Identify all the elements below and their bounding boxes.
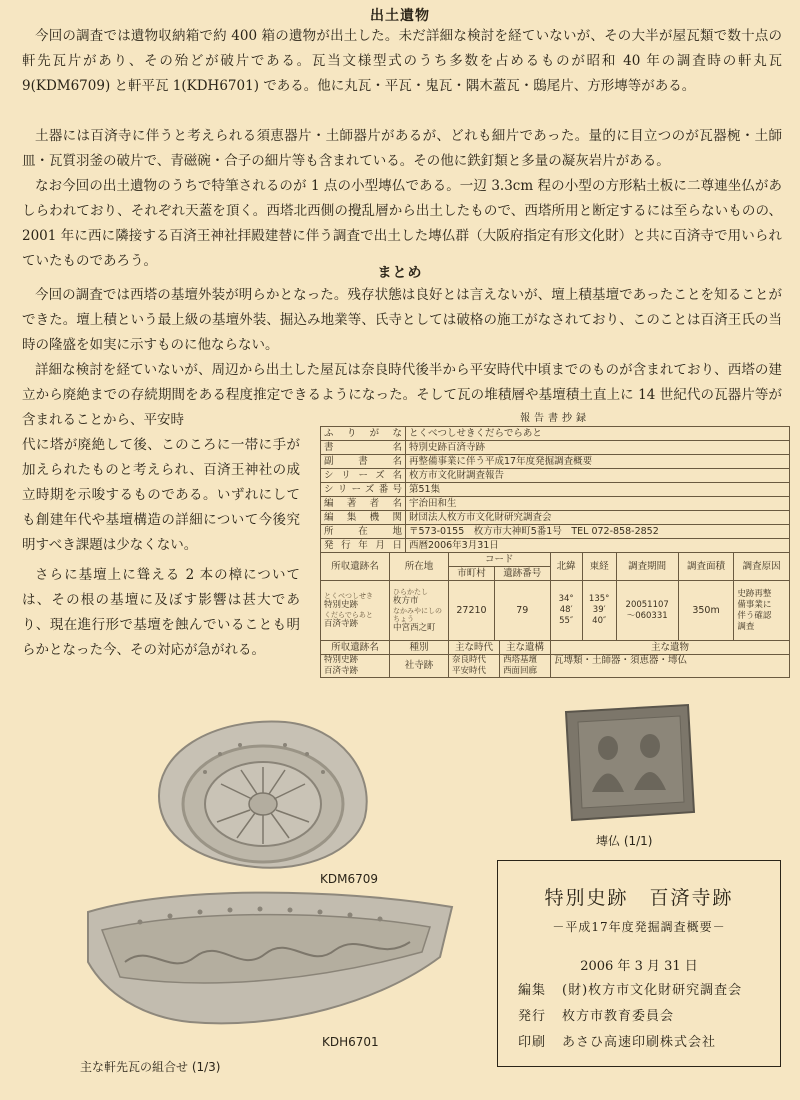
- remains-name: 特別史跡 百済寺跡: [321, 655, 390, 678]
- colophon-printer: 印刷 あさひ高速印刷株式会社: [518, 1035, 717, 1050]
- colophon-box: [497, 860, 781, 1067]
- report-row-value: 〒573-0155 枚方市大神町5番1号 TEL 072-858-2852: [406, 525, 790, 539]
- section-heading-finds: 出土遺物: [370, 8, 430, 24]
- report-row-label: 編著者名: [321, 497, 406, 511]
- report-row: [321, 483, 790, 497]
- remains-table: [320, 640, 790, 678]
- report-row: [321, 539, 790, 553]
- paragraph-finds-2: 土器には百済寺に伴うと考えられる須恵器片・土師器片があるが、どれも細片であった。量的に目立つのが瓦器椀・土師皿・瓦質羽釜の破片で、青磁碗・合子の細片等も含まれている。その他に鉄釘類と多量の凝灰岩片がある。: [22, 128, 782, 169]
- paragraph-finds-1: 今回の調査では遺物収納箱で約 400 箱の遺物が出土した。未だ詳細な検討を経ていないが、その大半が屋瓦類で数十点の軒先瓦片があり、その殆どが破片である。瓦当文様型式のうち多数を占めるものが昭和 40 年の調査時の軒丸瓦 9(KDM6709) と軒平瓦 1(KDH6701) である。他に丸瓦・平瓦・鬼瓦・隅木蓋瓦・鴟尾片、方形塼等がある。: [22, 28, 782, 94]
- paragraph-summary-2b: 代に塔が廃絶して後、このころに一帯に手が加えられたものと考えられ、百済王神社の成立時期を示唆するものである。いずれにしても創建年代や基壇構造の詳細について今後究明すべき課題は少なくない。: [22, 437, 300, 553]
- report-row-value: 財団法人枚方市文化財研究調査会: [406, 511, 790, 525]
- report-row-label: 発行年月日: [321, 539, 406, 553]
- site-head-lat: 北緯: [550, 553, 582, 581]
- report-row-value: 宇治田和生: [406, 497, 790, 511]
- site-longitude: 135° 39′ 40″: [582, 581, 616, 641]
- paragraph-finds-3: なお今回の出土遺物のうちで特筆されるのが 1 点の小型塼仏である。一辺 3.3cm 程の小型の方形粘土板に二尊連坐仏があしらわれており、それぞれ天蓋を頂く。西塔北西側の攪乱層から出土したもので、西塔所用と断定するには至らないものの、2001 年に西に隣接する百済王神社拝殿建替に伴う調査で出土した塼仏群（大阪府指定有形文化財）と共に百済寺で用いられていたものであろう。: [22, 178, 782, 269]
- report-row-label: 所在地: [321, 525, 406, 539]
- colophon-subtitle: －平成17年度発掘調査概要－: [552, 920, 726, 934]
- site-table: [320, 552, 790, 641]
- report-row: [321, 497, 790, 511]
- colophon-publisher: 発行 枚方市教育委員会: [518, 1009, 675, 1024]
- remains-head-name: 所収遺跡名: [321, 641, 390, 655]
- report-row-value: 枚方市文化財調査報告: [406, 469, 790, 483]
- site-area: 350m: [678, 581, 734, 641]
- remains-head-era: 主な時代: [449, 641, 500, 655]
- remains-features: 西塔基壇 西面回廊: [500, 655, 551, 678]
- report-row: [321, 525, 790, 539]
- report-row-value: とくべつしせきくだらでらあと: [406, 427, 790, 441]
- section-heading-summary: まとめ: [377, 265, 423, 281]
- site-latitude: 34° 48′ 55″: [550, 581, 582, 641]
- paragraph-summary-1: 今回の調査では西塔の基壇外装が明らかとなった。残存状態は良好とは言えないが、壇上積基壇であったことを知ることができた。壇上積という最上級の基壇外装、掘込み地業等、氏寺としては破格の施工がなされており、このことは百済王氏の当時の隆盛を如実に示すものに他ならない。: [22, 287, 782, 353]
- colophon-date: 2006 年 3 月 31 日: [580, 959, 698, 974]
- colophon-editor: 編集 (財)枚方市文化財研究調査会: [518, 983, 743, 998]
- flat-tile-caption: KDH6701: [322, 1035, 379, 1049]
- report-row-value: 第51集: [406, 483, 790, 497]
- report-row-value: 西暦2006年3月31日: [406, 539, 790, 553]
- report-row-value: 再整備事業に伴う平成17年度発掘調査概要: [406, 455, 790, 469]
- site-head-city: 市町村: [449, 567, 495, 581]
- site-head-name: 所収遺跡名: [321, 553, 390, 581]
- site-head-period: 調査期間: [616, 553, 678, 581]
- tile-buddha-image: [558, 700, 698, 825]
- site-period: 20051107 ～060331: [616, 581, 678, 641]
- site-reason: 史跡再整 備事業に 伴う確認 調査: [734, 581, 790, 641]
- report-row: [321, 441, 790, 455]
- site-number: 79: [494, 581, 550, 641]
- report-row-label: 書名: [321, 441, 406, 455]
- report-row-label: ふりがな: [321, 427, 406, 441]
- remains-head-finds: 主な遺物: [551, 641, 790, 655]
- remains-finds: 瓦塼類・土師器・須恵器・塼仏: [551, 655, 790, 678]
- report-table: [320, 426, 790, 553]
- paragraph-summary-2a: 詳細な検討を経ていないが、周辺から出土した屋瓦は奈良時代後半から平安時代中頃までのものが含まれており、西塔の建立から廃絶までの存続期間をある程度推定できるようになった。そして瓦の堆積層や基壇積土直上に 14 世紀代の瓦器片等が含まれることから、平安時: [22, 362, 782, 428]
- site-name-cell: とくべつしせき 特別史跡 くだらでらあと 百済寺跡: [321, 581, 390, 641]
- tile-buddha-caption: 塼仏 (1/1): [596, 834, 653, 848]
- remains-type: 社寺跡: [390, 655, 449, 678]
- report-title: 報告書抄録: [520, 413, 590, 424]
- report-row-label: シリーズ名: [321, 469, 406, 483]
- site-head-place: 所在地: [390, 553, 449, 581]
- tile-combination-caption: 主な軒先瓦の組合せ (1/3): [80, 1060, 221, 1074]
- report-row-label: 副書名: [321, 455, 406, 469]
- report-row: [321, 511, 790, 525]
- site-head-site-no: 遺跡番号: [494, 567, 550, 581]
- remains-head-features: 主な遺構: [500, 641, 551, 655]
- site-head-area: 調査面積: [678, 553, 734, 581]
- site-head-reason: 調査原因: [734, 553, 790, 581]
- report-row: [321, 427, 790, 441]
- report-row-label: 編集機関: [321, 511, 406, 525]
- report-row-label: シリーズ番号: [321, 483, 406, 497]
- round-tile-caption: KDM6709: [320, 872, 379, 886]
- round-eave-tile-image: [145, 712, 375, 877]
- paragraph-summary-3: さらに基壇上に聳える 2 本の樟については、その根の基壇に及ぼす影響は甚大であり、現在進行形で基壇を蝕んでいることも明らかとなった今、その対応が急がれる。: [22, 567, 300, 658]
- remains-era: 奈良時代 平安時代: [449, 655, 500, 678]
- report-row: [321, 469, 790, 483]
- report-summary: [320, 412, 790, 678]
- site-head-code: コード: [449, 553, 551, 567]
- flat-eave-tile-image: [80, 882, 460, 1042]
- colophon-title: 特別史跡 百済寺跡: [544, 887, 734, 909]
- report-row-value: 特別史跡百済寺跡: [406, 441, 790, 455]
- site-head-lon: 東経: [582, 553, 616, 581]
- site-place-cell: ひらかたし 枚方市 なかみやにしのちょう 中宮西之町: [390, 581, 449, 641]
- remains-head-type: 種別: [390, 641, 449, 655]
- report-row: [321, 455, 790, 469]
- site-city-code: 27210: [449, 581, 495, 641]
